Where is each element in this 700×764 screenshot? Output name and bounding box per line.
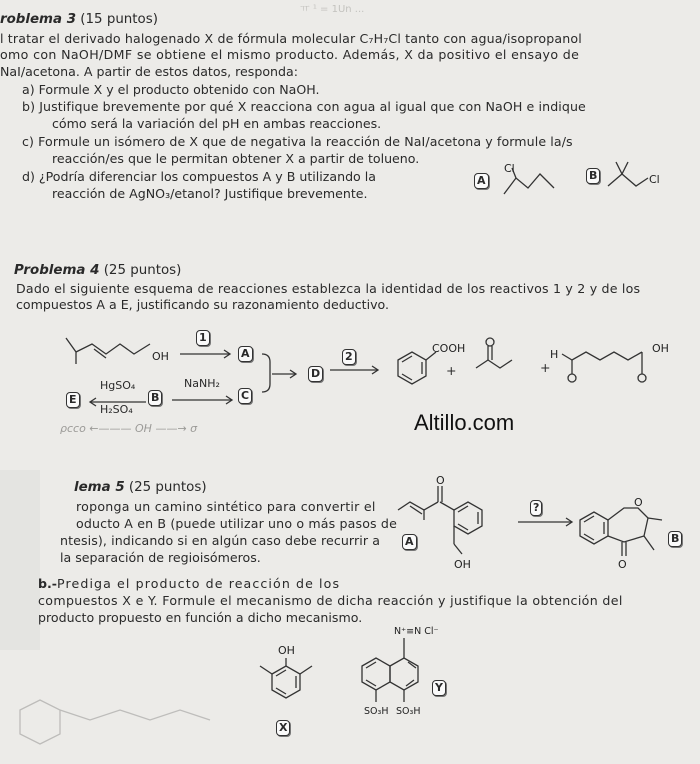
p4-compound-d-box: D: [308, 366, 323, 382]
p5-question-box: ?: [530, 500, 542, 516]
p4-product-benzoic-acid: [384, 340, 474, 400]
p4-arrow-2: [330, 360, 390, 380]
p3-line1: l tratar el derivado halogenado X de fórmula molecular C₇H₇Cl tanto con agua/isopropanol: [0, 31, 582, 46]
p5-part-b-text: Prediga el producto de reacción de los: [57, 576, 341, 591]
p5-line3: ntesis), indicando si en algún caso debe recurrir a: [60, 533, 381, 548]
p4-arrow-nanh2: [170, 390, 238, 410]
p5-compound-y-structure: [346, 622, 446, 732]
p5-so3h-label-2: SO₃H: [396, 706, 421, 717]
p4-line2: compuestos A a E, justificando su razonamiento deductivo.: [16, 297, 390, 312]
p5-o-label-a: O: [436, 474, 445, 487]
p4-h2so4: H₂SO₄: [100, 403, 133, 416]
p5-o-label-ring: O: [634, 496, 643, 509]
p5-compound-y-box: Y: [432, 680, 446, 696]
p4-cooh-label: COOH: [432, 342, 466, 355]
p5-arrow: [516, 512, 580, 532]
p5-part-b-label: b.-: [38, 576, 58, 591]
page-shadow-left: [0, 470, 40, 650]
p4-title: Problema 4: [14, 263, 100, 278]
p5-o-label-ketone: O: [618, 558, 627, 571]
p3-title: roblema 3: [0, 12, 77, 27]
p3-item-c1: c) Formule un isómero de X que de negativa la reacción de NaI/acetona y formule la/s: [22, 134, 573, 149]
p3-item-a: a) Formule X y el producto obtenido con NaOH.: [22, 82, 320, 97]
p3-item-b1: b) Justifique brevemente por qué X reacciona con agua al igual que con NaOH e indique: [22, 99, 586, 114]
bleed-through-structure: [0, 690, 230, 764]
p5-compound-x-structure: [246, 640, 336, 720]
p5-oh-label: OH: [454, 558, 471, 571]
p4-reagent-2-box: 2: [342, 349, 356, 365]
p4-product-ketoacid: [548, 338, 688, 388]
p4-line1: Dado el siguiente esquema de reacciones establezca la identidad de los reactivos 1 y 2 y de los: [16, 281, 641, 296]
p4-heading: [14, 263, 181, 278]
p5-line4: la separación de regioisómeros.: [60, 550, 261, 565]
p4-handwritten-note: ρcco ←——— OH ——→ σ: [60, 422, 198, 435]
p5-x-oh-label: OH: [278, 644, 295, 657]
p5-compound-a-structure: [384, 474, 514, 580]
p3-compound-a-structure: [500, 160, 560, 200]
p5-points: (25 puntos): [128, 480, 207, 495]
p4-h-label: H: [550, 348, 559, 361]
p4-compound-b-box: B: [148, 390, 162, 406]
p5-line2: oducto A en B (puede utilizar uno o más pasos de: [76, 516, 397, 531]
p4-points: (25 puntos): [103, 263, 182, 278]
p3-compound-b-structure: [606, 158, 676, 198]
p4-plus-1: +: [446, 363, 457, 378]
p4-hgso4: HgSO₄: [100, 379, 136, 392]
p4-oh-label: OH: [152, 350, 169, 363]
p4-plus-2: +: [540, 360, 551, 375]
p4-arrow-1: [180, 340, 240, 360]
watermark: Altillo.com: [414, 410, 515, 435]
p3-item-c2: reacción/es que le permitan obtener X a partir de tolueno.: [52, 151, 420, 166]
p5-diazonium-label: N⁺≡N Cl⁻: [394, 626, 439, 637]
p4-bracket: [258, 350, 308, 400]
p4-oh-label-2: OH: [652, 342, 669, 355]
p5-part-b-line2: compuestos X e Y. Formule el mecanismo de dicha reacción y justifique la obtención del: [38, 593, 623, 608]
p5-compound-b-box: B: [668, 531, 682, 547]
p3-item-d2: reacción de AgNO₃/etanol? Justifique brevemente.: [52, 186, 368, 201]
p3-compound-a-box: A: [474, 173, 489, 189]
p4-reagent-1-box: 1: [196, 330, 210, 346]
p5-line1: roponga un camino sintético para convertir el: [76, 499, 376, 514]
p5-part-b-line1: [38, 576, 340, 591]
p4-product-butanone: [474, 336, 524, 376]
p3-compound-b-box: B: [586, 168, 600, 184]
p4-compound-c-box: C: [238, 388, 252, 404]
p5-part-b-line3: producto propuesto en función a dicho mecanismo.: [38, 610, 363, 625]
p3-cl-label-a: Cl: [504, 162, 515, 175]
p5-so3h-label-1: SO₃H: [364, 706, 389, 717]
p3-item-d1: d) ¿Podría diferenciar los compuestos A y B utilizando la: [22, 169, 376, 184]
p4-nanh2: NaNH₂: [184, 377, 220, 390]
p5-compound-a-box: A: [402, 534, 417, 550]
p4-compound-e-box: E: [66, 392, 80, 408]
p3-cl-label-b: Cl: [649, 173, 660, 186]
p5-title: lema 5: [74, 480, 125, 495]
p3-points: (15 puntos): [80, 12, 158, 27]
p3-item-b2: cómo será la variación del pH en ambas reacciones.: [52, 116, 382, 131]
p5-heading: [74, 480, 207, 495]
p3-heading: [0, 12, 158, 27]
p3-line2: omo con NaOH/DMF se obtiene el mismo producto. Además, X da positivo el ensayo de: [0, 47, 580, 62]
p4-starting-alcohol: [66, 330, 196, 370]
p3-line3: NaI/acetona. A partir de estos datos, responda:: [0, 64, 298, 79]
p4-compound-a-box: A: [238, 346, 253, 362]
p5-compound-x-box: X: [276, 720, 290, 736]
bleed-through-text: ㅠ ¹ = 1Un ...: [300, 4, 365, 15]
